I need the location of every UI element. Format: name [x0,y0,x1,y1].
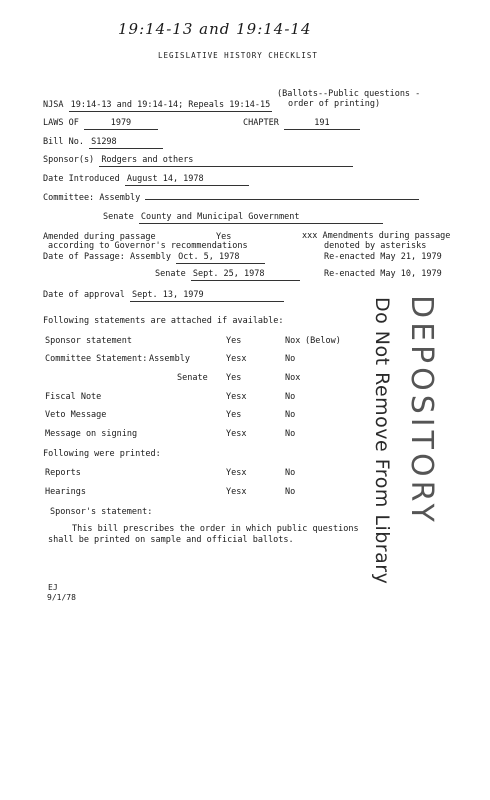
committee-assembly-label: Assembly [99,193,141,203]
statement-label-veto: Veto Message [45,410,107,420]
committee-senate-label: Senate [103,212,134,222]
chapter-row [243,119,360,130]
laws-of-label: LAWS OF [43,118,79,128]
statement-no-fiscal: No [285,392,296,402]
statement-label-fiscal: Fiscal Note [45,392,102,402]
ballot-note-line1: (Ballots--Public questions - [277,89,421,99]
amendments-note-line2: denoted by asterisks [324,241,427,251]
reenacted-1: Re-enacted May 21, 1979 [324,252,442,262]
amended-line2: according to Governor's recommendations [48,241,248,251]
passage-assembly-value: Oct. 5, 1978 [176,253,265,264]
depository-stamp [357,295,447,585]
statement-yes-veto: Yes [226,410,242,420]
amendments-note-line1 [302,232,450,241]
sponsors-label: Sponsor(s) [43,155,95,165]
amendments-mark: xxx [302,231,318,241]
statement-label-message: Message on signing [45,429,138,439]
stamp-depository-text: DEPOSITORY [404,295,439,526]
approval-value: Sept. 13, 1979 [130,291,284,302]
bill-no-label: Bill No. [43,137,84,147]
statement-sub-senate: Senate [177,373,208,383]
approval-label: Date of approval [43,290,125,300]
laws-of-value: 1979 [84,119,158,130]
printed-yes-reports: Yesx [226,468,247,478]
statement-yes-fiscal: Yesx [226,392,247,402]
bill-no-row [43,138,163,149]
statement-yes-committee-senate: Yes [226,373,242,383]
chapter-value: 191 [284,119,360,130]
printed-no-hearings: No [285,487,296,497]
statement-extra-sponsor: (Below) [305,336,341,346]
statement-yes-message: Yesx [226,429,247,439]
passage-senate-row [155,270,300,281]
stamp-do-not-remove-text: Do Not Remove From Library [371,297,393,585]
passage-assembly-label: Assembly [130,252,171,262]
printed-no-reports: No [285,468,296,478]
sponsor-statement-label: Sponsor's statement: [50,507,153,517]
date-introduced-value: August 14, 1978 [125,175,249,186]
njsa-row [43,101,272,112]
statement-no-committee-senate: Nox [285,373,301,383]
bill-no-value: S1298 [89,138,163,149]
statement-no-veto: No [285,410,296,420]
initials-line2: 9/1/78 [47,593,76,602]
committee-senate-row [103,213,383,224]
handwritten-title: 19:14-13 and 19:14-14 [118,20,312,38]
passage-senate-label: Senate [155,269,186,279]
sponsors-row [43,156,353,167]
committee-label: Committee: [43,193,95,203]
printed-label-reports: Reports [45,468,81,478]
reenacted-2: Re-enacted May 10, 1979 [324,269,442,279]
amended-value: Yes [216,232,232,242]
laws-of-row [43,119,158,130]
date-introduced-row [43,175,249,186]
committee-senate-value: County and Municipal Government [139,213,383,224]
printed-heading: Following were printed: [43,449,161,459]
date-introduced-label: Date Introduced [43,174,120,184]
njsa-value: 19:14-13 and 19:14-14; Repeals 19:14-15 [70,100,271,110]
statement-sub-assembly: Assembly [149,354,190,364]
passage-label: Date of Passage: [43,252,125,262]
statement-yes-committee-assembly: Yesx [226,354,247,364]
statements-heading: Following statements are attached if available: [43,316,284,326]
statement-text-line1: This bill prescribes the order in which public questions [72,524,359,534]
statement-no-sponsor: Nox [285,336,301,346]
amendments-note-text: Amendments during passage [322,231,451,241]
amended-line1: Amended during passage [43,232,156,242]
printed-yes-hearings: Yesx [226,487,247,497]
statement-no-message: No [285,429,296,439]
statement-no-committee-assembly: No [285,354,296,364]
chapter-label: CHAPTER [243,118,279,128]
printed-label-hearings: Hearings [45,487,86,497]
statement-label-sponsor: Sponsor statement [45,336,132,346]
ballot-note-line2: order of printing) [288,99,381,109]
njsa-label: NJSA [43,100,64,110]
committee-assembly-row [43,194,419,203]
statement-text-line2: shall be printed on sample and official ballots. [48,535,294,545]
sponsors-value: Rodgers and others [99,156,353,167]
statement-yes-sponsor: Yes [226,336,242,346]
passage-assembly-row [43,253,265,264]
initials-line1: EJ [48,583,58,592]
passage-senate-value: Sept. 25, 1978 [191,270,300,281]
form-title: LEGISLATIVE HISTORY CHECKLIST [158,51,318,60]
statement-label-committee: Committee Statement: [45,354,148,364]
committee-assembly-value [145,198,419,200]
approval-row [43,291,284,302]
